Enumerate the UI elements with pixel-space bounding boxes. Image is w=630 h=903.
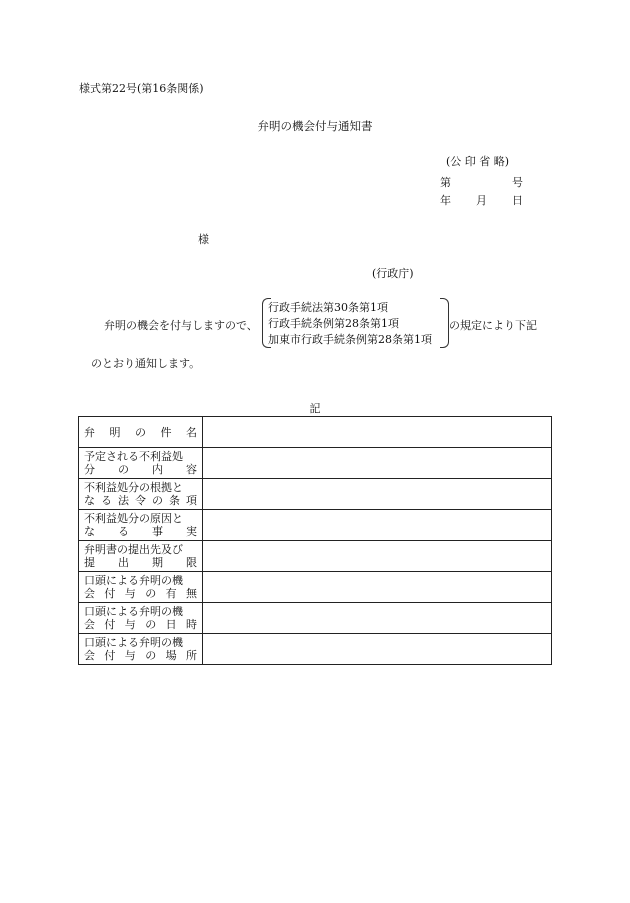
- document-title: 弁明の機会付与通知書: [257, 119, 373, 133]
- row-label-line: 提出期限: [84, 556, 197, 569]
- row-value-cell[interactable]: [203, 479, 552, 510]
- table-row: [79, 541, 552, 572]
- form-number: 様式第22号(第16条関係): [79, 82, 204, 95]
- row-label-cell: [79, 572, 203, 603]
- row-label-cell: [79, 541, 203, 572]
- law-reference: 行政手続条例第28条第1項: [268, 317, 399, 330]
- body-tail-text: の規定により下記: [449, 319, 537, 332]
- law-reference: 加東市行政手続条例第28条第1項: [268, 333, 432, 346]
- agency-name: (行政庁): [372, 267, 414, 280]
- body-second-line: のとおり通知します。: [91, 357, 201, 370]
- date-month: 月: [476, 194, 487, 207]
- details-table: [78, 416, 552, 665]
- row-label-line: 会付与の有無: [84, 587, 197, 600]
- document-number-line: [440, 176, 523, 189]
- row-label-line: 不利益処分の原因と: [84, 512, 183, 525]
- row-label-line: なる法令の条項: [84, 494, 197, 507]
- seal-omitted-note: (公 印 省 略): [446, 155, 510, 168]
- addressee-honorific: 様: [198, 233, 209, 246]
- right-bracket: [440, 298, 449, 348]
- row-label-cell: [79, 634, 203, 665]
- row-label-line: 分の内容: [84, 463, 197, 476]
- row-value-cell[interactable]: [203, 541, 552, 572]
- table-row: [79, 417, 552, 448]
- row-label-cell: [79, 448, 203, 479]
- table-row: [79, 634, 552, 665]
- table-row: [79, 603, 552, 634]
- number-suffix: 号: [512, 176, 523, 189]
- row-label-line: 会付与の日時: [84, 618, 197, 631]
- row-label-line: 口頭による弁明の機: [84, 605, 183, 618]
- row-label-cell: [79, 510, 203, 541]
- row-value-cell[interactable]: [203, 448, 552, 479]
- table-row: [79, 448, 552, 479]
- row-label-line: なる事実: [84, 525, 197, 538]
- law-reference-group: [262, 298, 449, 348]
- row-label-line: 不利益処分の根拠と: [84, 481, 183, 494]
- body-lead-text: 弁明の機会を付与しますので、: [104, 319, 258, 332]
- row-label-cell: [79, 417, 203, 448]
- table-row: [79, 510, 552, 541]
- row-label-line: 弁明の件名: [84, 425, 197, 439]
- row-value-cell[interactable]: [203, 572, 552, 603]
- row-label-line: 口頭による弁明の機: [84, 574, 183, 587]
- law-reference: 行政手続法第30条第1項: [268, 301, 388, 314]
- number-prefix: 第: [440, 176, 451, 189]
- date-year: 年: [440, 194, 451, 207]
- row-label-line: 弁明書の提出先及び: [84, 543, 183, 556]
- row-label-line: 口頭による弁明の機: [84, 636, 183, 649]
- row-label-line: 会付与の場所: [84, 649, 197, 662]
- row-value-cell[interactable]: [203, 510, 552, 541]
- date-day: 日: [512, 194, 523, 207]
- ki-heading: 記: [309, 402, 321, 415]
- row-label-line: 予定される不利益処: [84, 450, 183, 463]
- table-row: [79, 479, 552, 510]
- row-value-cell[interactable]: [203, 603, 552, 634]
- table-row: [79, 572, 552, 603]
- row-value-cell[interactable]: [203, 634, 552, 665]
- date-line: [440, 194, 523, 207]
- row-label-cell: [79, 479, 203, 510]
- row-label-cell: [79, 603, 203, 634]
- row-value-cell[interactable]: [203, 417, 552, 448]
